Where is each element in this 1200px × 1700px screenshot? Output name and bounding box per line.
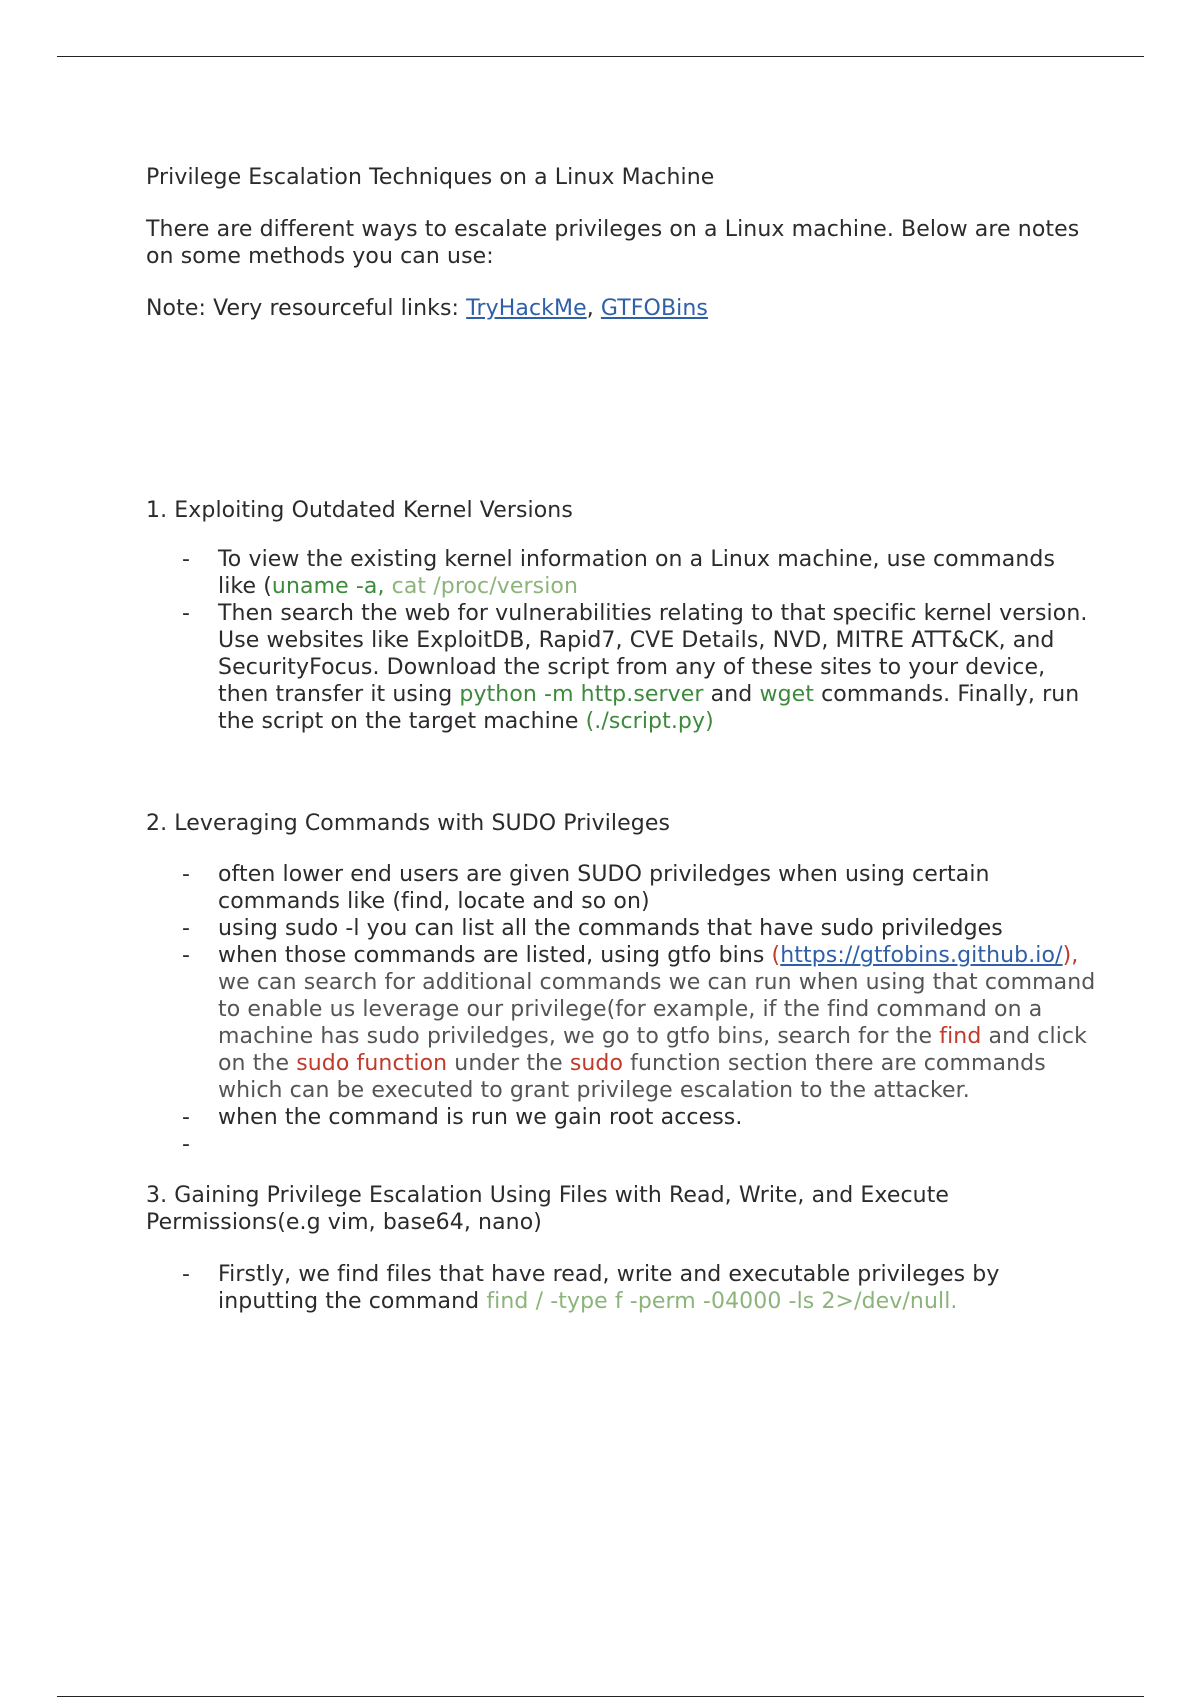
intro-paragraph: There are different ways to escalate privileges on a Linux machine. Below are notes on some methods you can use:: [146, 217, 1080, 269]
section-3-list: [146, 1261, 1096, 1315]
note-separator: ,: [586, 296, 601, 321]
list-item: [146, 600, 1096, 735]
section-2-list: [146, 861, 1096, 1158]
section-1-heading: 1. Exploiting Outdated Kernel Versions: [146, 498, 573, 523]
bullet-text: function section there are commands which can be executed to grant privilege escalation to the attacker.: [218, 1051, 1046, 1103]
bullet-text: commands. Finally, run the script on the target machine: [218, 682, 1080, 734]
section-1-list: [146, 546, 1096, 735]
tryhackme-link[interactable]: TryHackMe: [466, 296, 587, 321]
document-body: [146, 164, 1096, 1315]
bullet-text: we can search for additional commands we can run when using that command to enable us leverage our privilege(for example, if the find command on a machine has sudo priviledges, we go to gtfo bins, search for the: [218, 970, 1096, 1049]
note-prefix: Note: Very resourceful links:: [146, 296, 467, 321]
command-text: (./script.py): [585, 709, 714, 734]
gtfobins-url-link[interactable]: https://gtfobins.github.io/: [780, 943, 1063, 968]
highlight-text: sudo function: [296, 1051, 448, 1076]
list-item: [146, 1261, 1096, 1315]
bullet-text: Firstly, we find files that have read, write and executable privileges by inputting the command: [218, 1262, 1000, 1314]
document-title: Privilege Escalation Techniques on a Linux Machine: [146, 165, 715, 190]
list-item: - often lower end users are given SUDO priviledges when using certain commands like (find, locate and so on): [146, 861, 1096, 915]
list-item: [146, 942, 1096, 1104]
section-2-heading: 2. Leveraging Commands with SUDO Privileges: [146, 811, 671, 836]
bullet-text: when those commands are listed, using gtfo bins: [218, 943, 772, 968]
bullet-text: To view the existing kernel information on a Linux machine, use commands like (: [218, 547, 1056, 599]
command-text: find / -type f -perm -04000 -ls 2>/dev/null.: [486, 1289, 958, 1314]
resource-note: [146, 295, 1096, 322]
command-text: python -m http.server: [459, 682, 704, 707]
list-item-empty: [146, 1131, 1096, 1158]
bullet-text: and click on the: [218, 1024, 1087, 1076]
list-item: - using sudo -l you can list all the commands that have sudo priviledges: [146, 915, 1096, 942]
gtfobins-link[interactable]: GTFOBins: [600, 296, 708, 321]
list-item: - when the command is run we gain root access.: [146, 1104, 1096, 1131]
bullet-text: Then search the web for vulnerabilities relating to that specific kernel version. Use websites like ExploitDB, Rapid7, CVE Details, NVD, MITRE ATT&CK, and SecurityFocus. Download the script from any of these sites to your device, then transfer it using: [218, 601, 1088, 707]
command-text: cat /proc/version: [384, 574, 579, 599]
bullet-text: under the: [447, 1051, 570, 1076]
command-text: wget: [759, 682, 815, 707]
command-text: uname -a,: [271, 574, 385, 599]
link-paren: ),: [1062, 943, 1079, 968]
highlight-text: sudo: [569, 1051, 624, 1076]
bottom-rule: [57, 1696, 1144, 1697]
bullet-text: and: [703, 682, 760, 707]
link-paren: (: [771, 943, 781, 968]
top-rule: [57, 56, 1144, 57]
section-3-heading: 3. Gaining Privilege Escalation Using Files with Read, Write, and Execute Permissions(e.g vim, base64, nano): [146, 1183, 950, 1235]
highlight-text: find: [939, 1024, 982, 1049]
list-item: [146, 546, 1096, 600]
